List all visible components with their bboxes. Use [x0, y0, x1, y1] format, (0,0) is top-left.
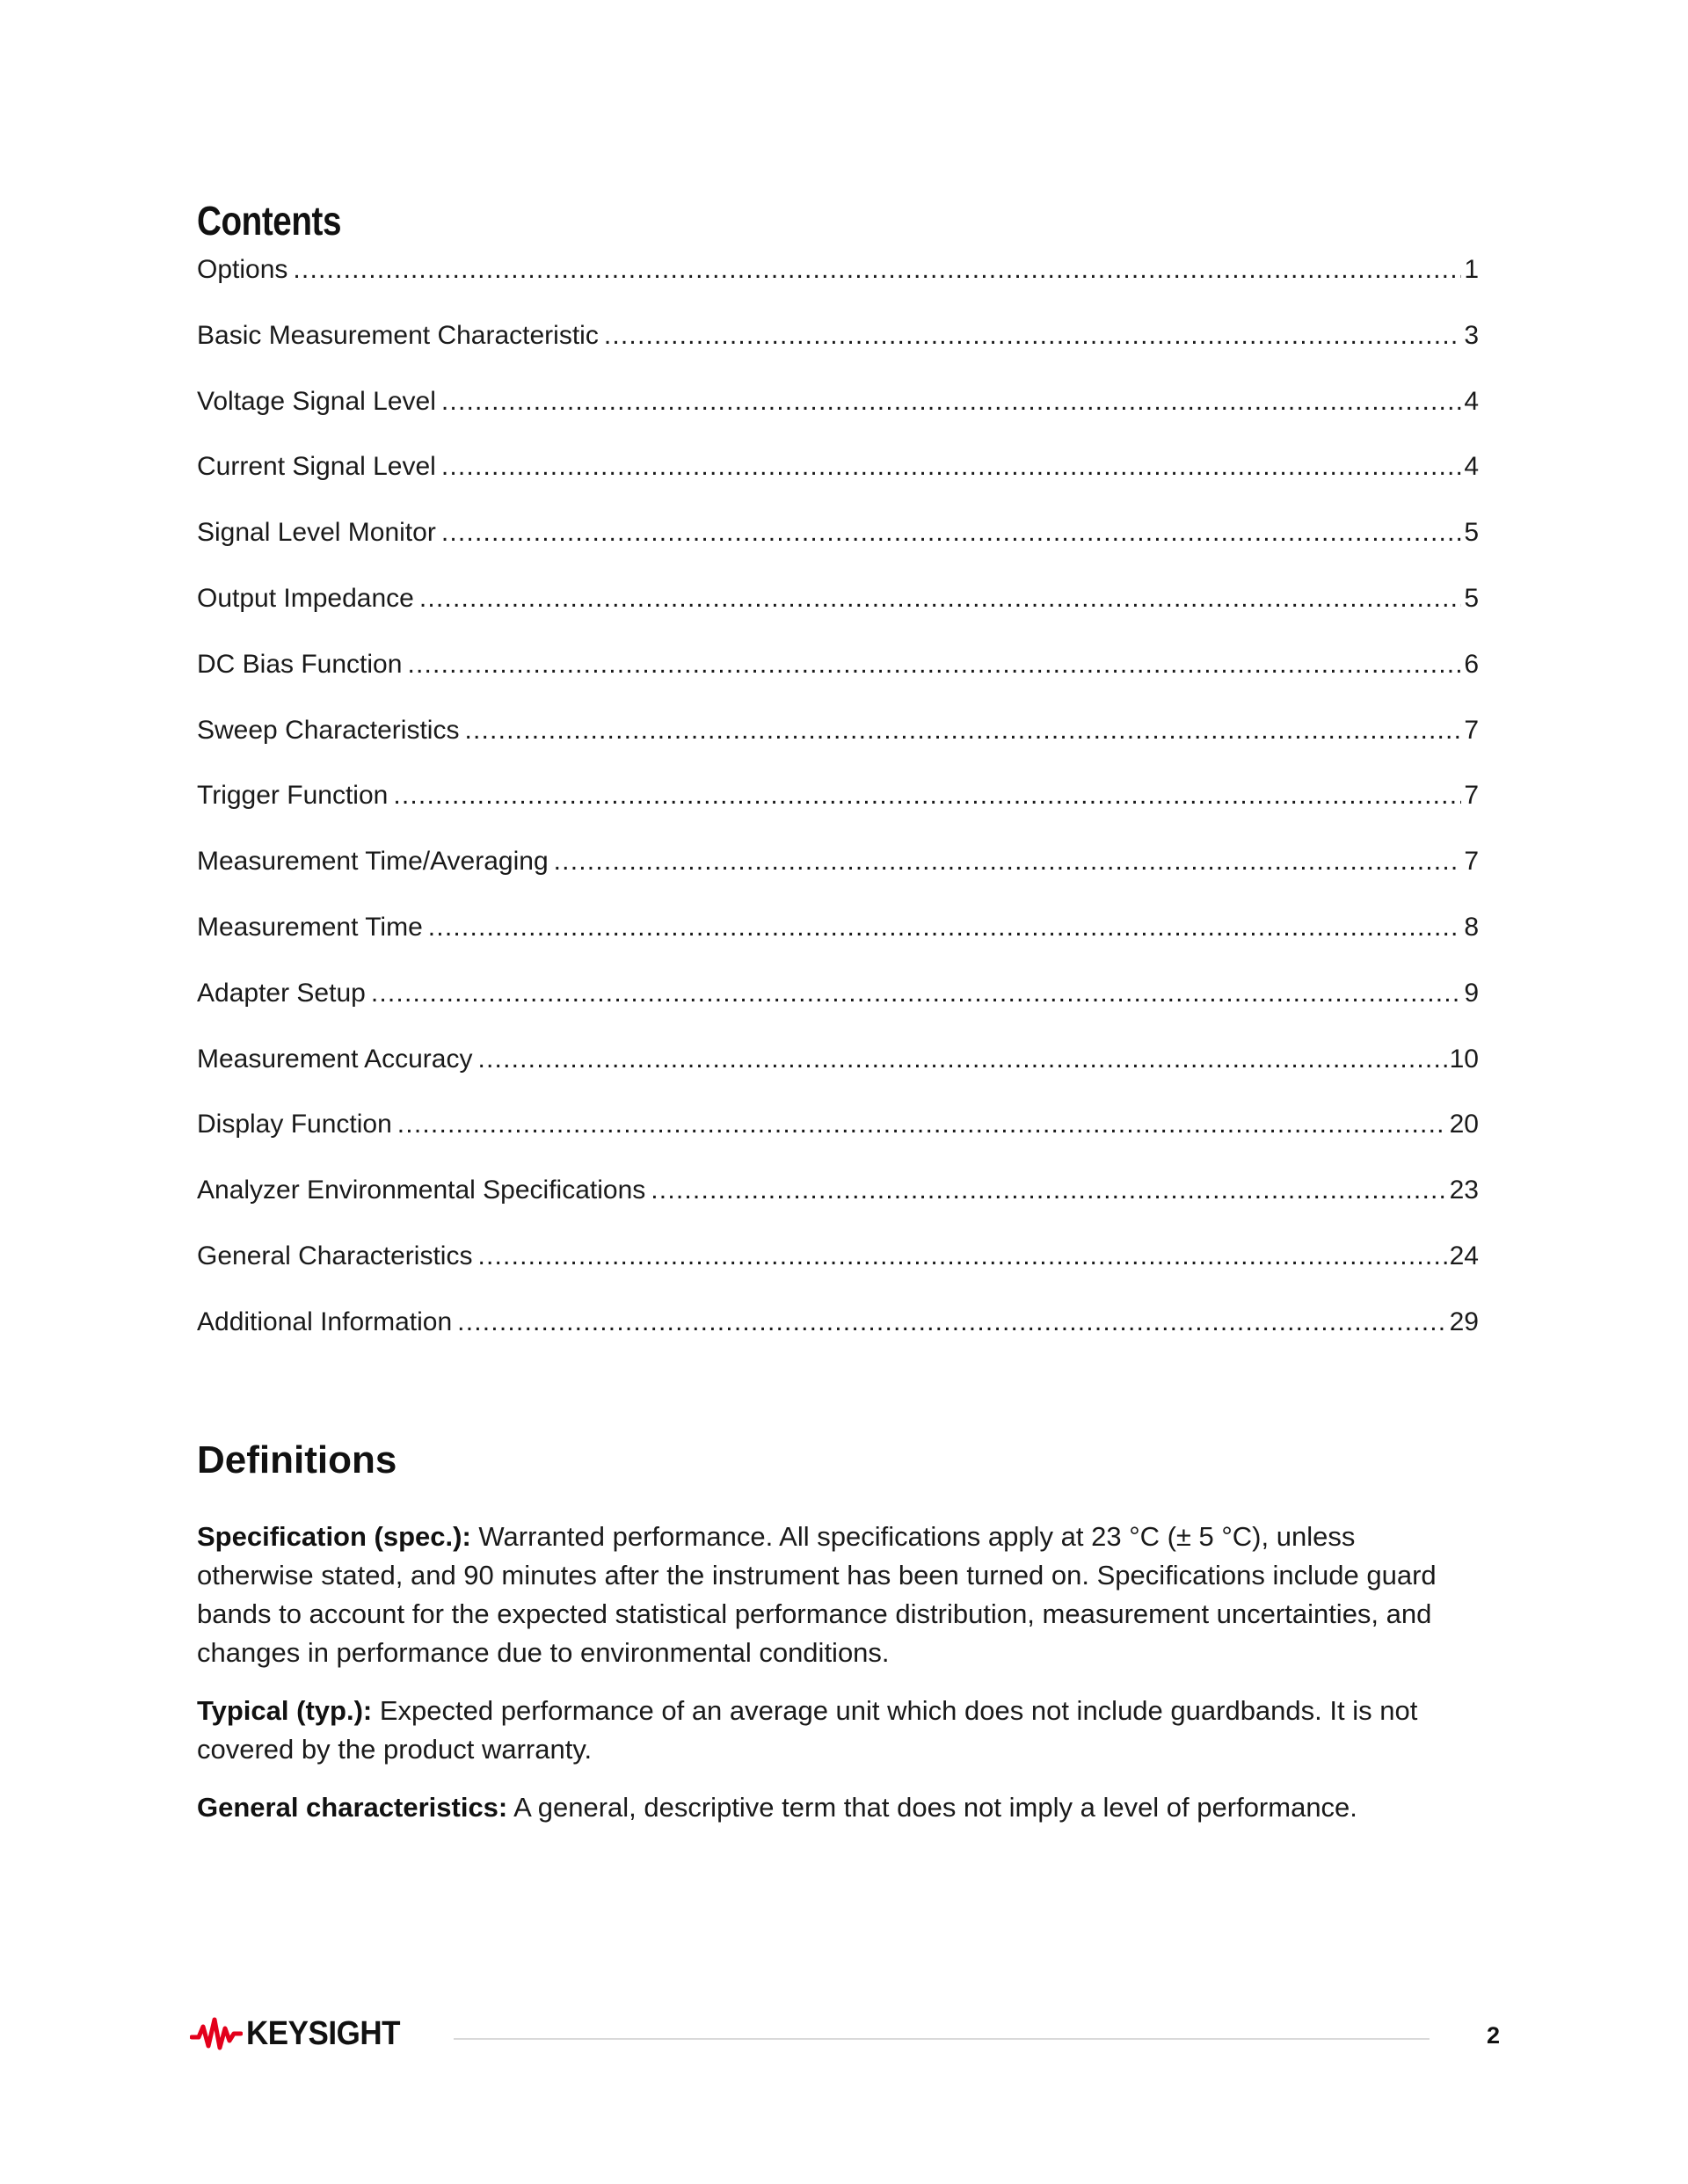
toc-dot-leader: [419, 580, 1461, 617]
toc-page-number: 10: [1449, 1044, 1479, 1074]
toc-entry[interactable]: [197, 712, 1479, 778]
toc-entry-label: Measurement Time: [197, 912, 423, 942]
toc-entry-label: DC Bias Function: [197, 649, 403, 679]
footer-divider: [454, 2038, 1430, 2040]
toc-dot-leader: [604, 317, 1461, 354]
toc-page-number: 20: [1449, 1110, 1479, 1139]
definition-general-characteristics: [197, 1788, 1477, 1827]
toc-entry-label: Output Impedance: [197, 583, 414, 613]
toc-page-number: 8: [1464, 912, 1479, 942]
toc-page-number: 7: [1464, 781, 1479, 811]
toc-dot-leader: [651, 1172, 1446, 1209]
toc-dot-leader: [464, 712, 1461, 749]
toc-entry[interactable]: [197, 1238, 1479, 1304]
toc-page-number: 3: [1464, 320, 1479, 350]
toc-entry[interactable]: [197, 1304, 1479, 1370]
toc-page-number: 6: [1464, 649, 1479, 679]
toc-dot-leader: [393, 777, 1461, 814]
table-of-contents: [197, 251, 1479, 1370]
toc-entry-label: General Characteristics: [197, 1241, 473, 1270]
toc-page-number: 24: [1449, 1241, 1479, 1270]
toc-dot-leader: [428, 909, 1462, 946]
toc-entry-label: Measurement Accuracy: [197, 1044, 473, 1074]
toc-page-number: 4: [1464, 386, 1479, 416]
keysight-wave-icon: [190, 2016, 243, 2051]
toc-entry-label: Voltage Signal Level: [197, 386, 436, 416]
toc-entry-label: Signal Level Monitor: [197, 518, 436, 548]
toc-entry[interactable]: [197, 448, 1479, 514]
definition-specification: [197, 1518, 1477, 1672]
toc-entry[interactable]: [197, 514, 1479, 580]
toc-page-number: 29: [1449, 1307, 1479, 1336]
toc-entry-label: Analyzer Environmental Specifications: [197, 1176, 646, 1205]
toc-dot-leader: [441, 514, 1461, 551]
toc-entry-label: Additional Information: [197, 1307, 453, 1336]
toc-dot-leader: [397, 1106, 1447, 1143]
toc-page-number: 23: [1449, 1176, 1479, 1205]
toc-entry-label: Options: [197, 255, 288, 284]
toc-page-number: 5: [1464, 518, 1479, 548]
toc-dot-leader: [441, 448, 1461, 485]
toc-entry-label: Display Function: [197, 1110, 392, 1139]
keysight-wordmark: KEYSIGHT: [246, 2014, 401, 2052]
toc-entry[interactable]: [197, 383, 1479, 449]
toc-entry[interactable]: [197, 580, 1479, 646]
toc-dot-leader: [457, 1304, 1446, 1341]
definition-typical: [197, 1692, 1477, 1769]
toc-dot-leader: [293, 251, 1461, 288]
toc-entry-label: Trigger Function: [197, 781, 389, 811]
toc-page-number: 7: [1464, 715, 1479, 745]
toc-dot-leader: [407, 646, 1461, 683]
toc-page-number: 7: [1464, 847, 1479, 877]
toc-entry-label: Basic Measurement Characteristic: [197, 320, 599, 350]
toc-page-number: 9: [1464, 978, 1479, 1008]
toc-entry-label: Measurement Time/Averaging: [197, 847, 549, 877]
toc-entry[interactable]: [197, 843, 1479, 909]
toc-entry[interactable]: [197, 317, 1479, 383]
toc-entry[interactable]: [197, 251, 1479, 317]
keysight-logo: [190, 2012, 413, 2056]
toc-entry-label: Current Signal Level: [197, 452, 436, 482]
toc-entry[interactable]: [197, 1106, 1479, 1172]
contents-heading: Contents: [197, 198, 342, 244]
definition-term: Typical (typ.):: [197, 1695, 373, 1726]
toc-entry[interactable]: [197, 1041, 1479, 1107]
definition-term: General characteristics:: [197, 1792, 508, 1823]
definition-term: Specification (spec.):: [197, 1521, 471, 1552]
toc-page-number: 1: [1464, 255, 1479, 284]
toc-dot-leader: [371, 975, 1462, 1012]
toc-dot-leader: [477, 1238, 1446, 1275]
toc-entry[interactable]: [197, 646, 1479, 712]
definition-text: Expected performance of an average unit which does not include guardbands. It is not covered by the product warranty.: [197, 1695, 1418, 1765]
definitions-heading: Definitions: [197, 1438, 397, 1481]
toc-entry[interactable]: [197, 909, 1479, 975]
toc-dot-leader: [441, 383, 1461, 420]
toc-entry[interactable]: [197, 975, 1479, 1041]
toc-dot-leader: [554, 843, 1462, 880]
toc-entry-label: Adapter Setup: [197, 978, 366, 1008]
toc-entry[interactable]: [197, 1172, 1479, 1238]
toc-page-number: 5: [1464, 583, 1479, 613]
definition-text: A general, descriptive term that does not imply a level of performance.: [513, 1792, 1357, 1823]
page-number: 2: [1486, 2022, 1500, 2049]
toc-entry-label: Sweep Characteristics: [197, 715, 460, 745]
toc-entry[interactable]: [197, 777, 1479, 843]
toc-page-number: 4: [1464, 452, 1479, 482]
toc-dot-leader: [477, 1041, 1446, 1078]
definition-text: Warranted performance. All specifications apply at 23 °C (± 5 °C), unless otherwise stated, and 90 minutes after the instrument has been turned on. Specifications include guard bands to account for the expected statistical performance distribution, measurement uncertainties, and changes in performance due to environmental conditions.: [197, 1521, 1437, 1668]
